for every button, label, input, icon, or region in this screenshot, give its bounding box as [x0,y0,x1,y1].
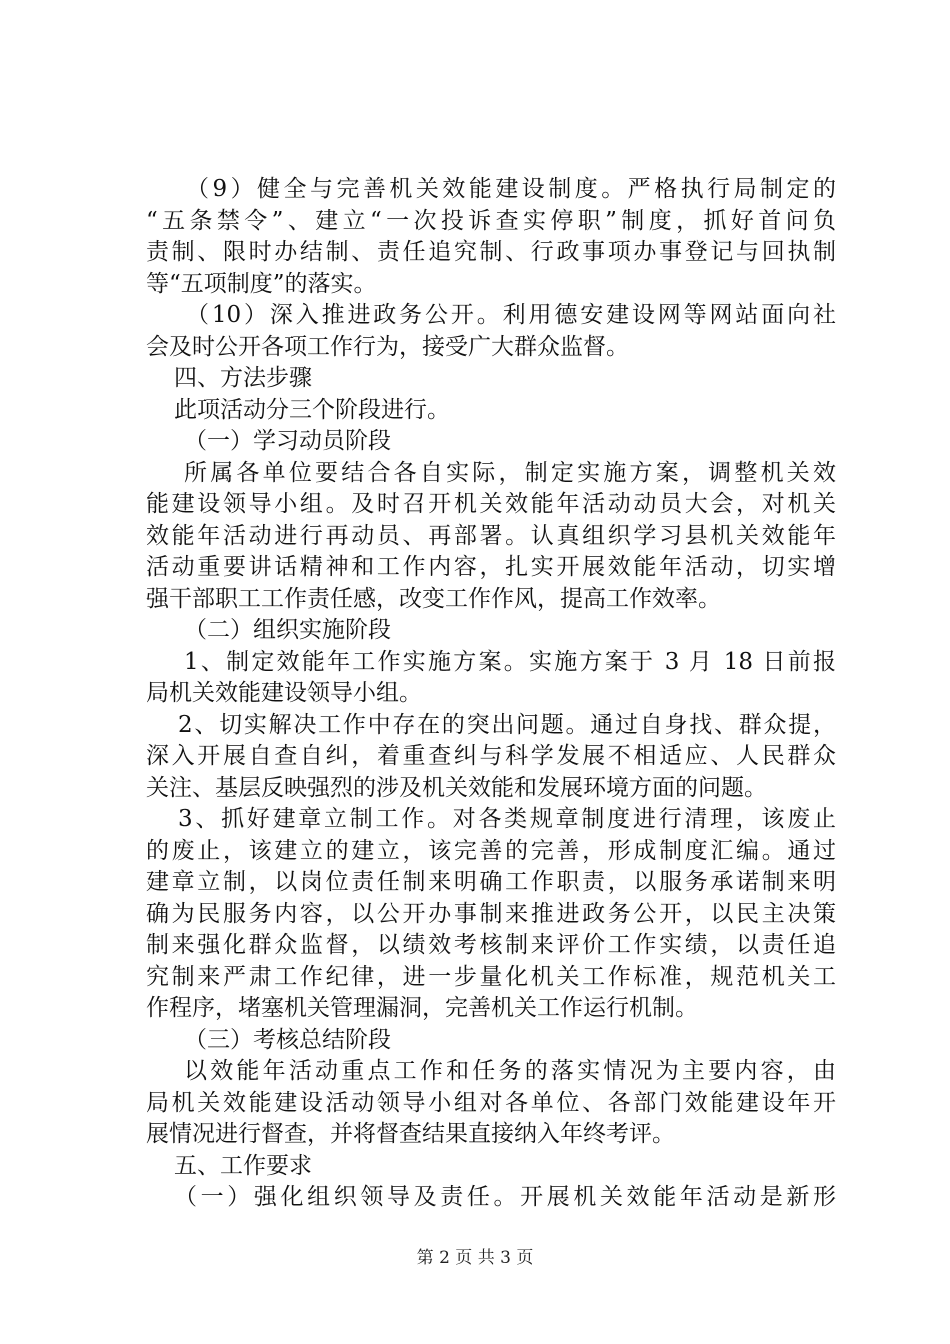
text-line: 2、切实解决工作中存在的突出问题。通过自身找、群众提， [178,711,836,738]
text-line: 以效能年活动重点工作和任务的落实情况为主要内容，由 [184,1058,836,1084]
text-line: 深入开展自查自纠，着重查纠与科学发展不相适应、人民群众 [146,743,836,769]
text-line: 会及时公开各项工作行为，接受广大群众监督。 [146,333,629,360]
text-line: 局机关效能建设领导小组。 [146,680,422,706]
text-line: （10）深入推进政务公开。利用德安建设网等网站面向社 [186,302,836,328]
text-line: 活动重要讲话精神和工作内容，扎实开展效能年活动，切实增 [146,554,836,580]
text-line: 局机关效能建设活动领导小组对各单位、各部门效能建设年开 [146,1089,836,1116]
text-line: 四、方法步骤 [174,365,312,391]
text-line: “五条禁令”、建立“一次投诉查实停职”制度，抓好首问负 [146,207,836,234]
document-body [146,174,836,1214]
text-line: 此项活动分三个阶段进行。 [174,396,450,423]
text-line: 等“五项制度”的落实。 [146,270,377,297]
text-line: 1、制定效能年工作实施方案。实施方案于 3 月 18 日前报 [184,648,836,675]
text-line: （三）考核总结阶段 [184,1026,391,1053]
text-line: 建章立制，以岗位责任制来明确工作职责，以服务承诺制来明 [146,869,836,895]
page-footer: 第 2 页 共 3 页 [416,1248,534,1268]
text-line: 所属各单位要结合各自实际，制定实施方案，调整机关效 [184,459,836,486]
text-line: 作程序，堵塞机关管理漏洞，完善机关工作运行机制。 [146,995,698,1021]
text-line: （二）组织实施阶段 [184,617,391,643]
text-line: 效能年活动进行再动员、再部署。认真组织学习县机关效能年 [146,522,836,549]
text-line: 强干部职工工作责任感，改变工作作风，提高工作效率。 [146,585,721,612]
text-line: 责制、限时办结制、责任追究制、行政事项办事登记与回执制 [146,239,836,265]
text-line: （9）健全与完善机关效能建设制度。严格执行局制定的 [186,176,836,202]
text-line: 展情况进行督查，并将督查结果直接纳入年终考评。 [146,1121,675,1147]
text-line: 的废止，该建立的建立，该完善的完善，形成制度汇编。通过 [146,837,836,864]
text-line: 确为民服务内容，以公开办事制来推进政务公开，以民主决策 [146,900,836,927]
text-line: 3、抓好建章立制工作。对各类规章制度进行清理，该废止 [178,806,836,832]
text-line: 制来强化群众监督，以绩效考核制来评价工作实绩，以责任追 [146,932,836,958]
text-line: 究制来严肃工作纪律，进一步量化机关工作标准，规范机关工 [146,963,836,990]
text-line: （一）强化组织领导及责任。开展机关效能年活动是新形 [174,1184,836,1210]
text-line: （一）学习动员阶段 [184,428,391,454]
text-line: 关注、基层反映强烈的涉及机关效能和发展环境方面的问题。 [146,774,767,801]
text-line: 能建设领导小组。及时召开机关效能年活动动员大会，对机关 [146,491,836,517]
text-line: 五、工作要求 [174,1152,312,1179]
